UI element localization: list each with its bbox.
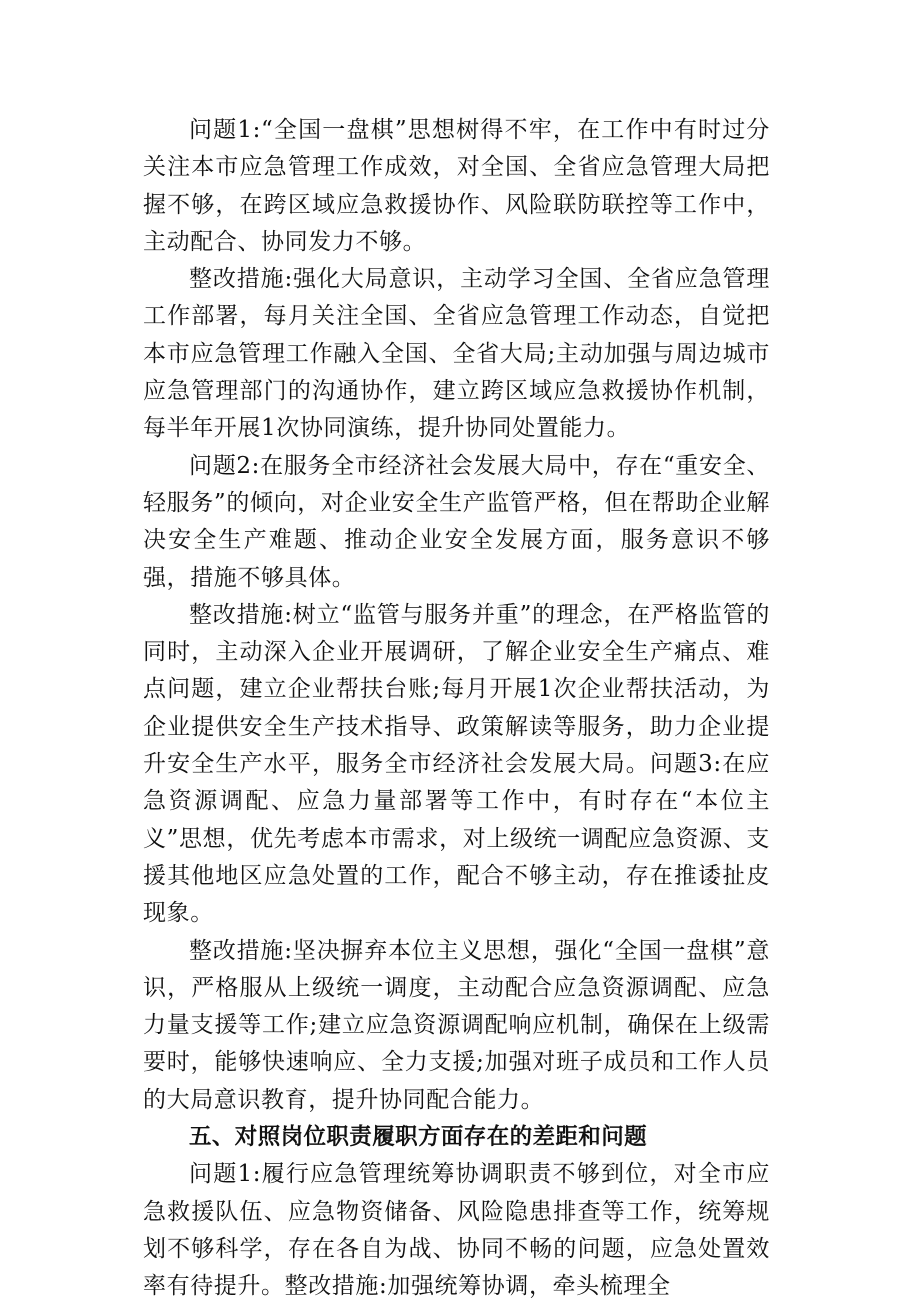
paragraph-measure-2-problem-3: 整改措施:树立“监管与服务并重”的理念，在严格监管的同时，主动深入企业开展调研，了解企业安全生产痛点、难点问题，建立企业帮扶台账;每月开展1次企业帮扶活动，为企业提供安全生产技术指导、政策解读等服务，助力企业提升安全生产水平，服务全市经济社会发展大局。问题3:在应急资源调配、应急力量部署等工作中，有时存在“本位主义”思想，优先考虑本市需求，对上级统一调配应急资源、支援其他地区应急处置的工作，配合不够主动，存在推诿扯皮现象。 [143, 601, 770, 927]
paragraph-section5-problem-1: 问题1:履行应急管理统筹协调职责不够到位，对全市应急救援队伍、应急物资储备、风险隐患排查等工作，统筹规划不够科学，存在各自为战、协同不畅的问题，应急处置效率有待提升。整改措施:加强统筹协调，牵头梳理全 [143, 1161, 770, 1300]
paragraph-measure-1: 整改措施:强化大局意识，主动学习全国、全省应急管理工作部署，每月关注全国、全省应急管理工作动态，自觉把本市应急管理工作融入全国、全省大局;主动加强与周边城市应急管理部门的沟通协作，建立跨区域应急救援协作机制，每半年开展1次协同演练，提升协同处置能力。 [143, 266, 770, 442]
paragraph-measure-3: 整改措施:坚决摒弃本位主义思想，强化“全国一盘棋”意识，严格服从上级统一调度，主动配合应急资源调配、应急力量支援等工作;建立应急资源调配响应机制，确保在上级需要时，能够快速响应、全力支援;加强对班子成员和工作人员的大局意识教育，提升协同配合能力。 [143, 937, 770, 1113]
document-body [143, 112, 770, 1306]
paragraph-problem-1: 问题1:“全国一盘棋”思想树得不牢，在工作中有时过分关注本市应急管理工作成效，对全国、全省应急管理大局把握不够，在跨区域应急救援协作、风险联防联控等工作中，主动配合、协同发力不够。 [143, 117, 770, 255]
section-heading: 五、对照岗位职责履职方面存在的差距和问题 [189, 1124, 648, 1151]
paragraph-problem-2: 问题2:在服务全市经济社会发展大局中，存在“重安全、轻服务”的倾向，对企业安全生产监管严格，但在帮助企业解决安全生产难题、推动企业安全发展方面，服务意识不够强，措施不够具体。 [143, 452, 770, 591]
